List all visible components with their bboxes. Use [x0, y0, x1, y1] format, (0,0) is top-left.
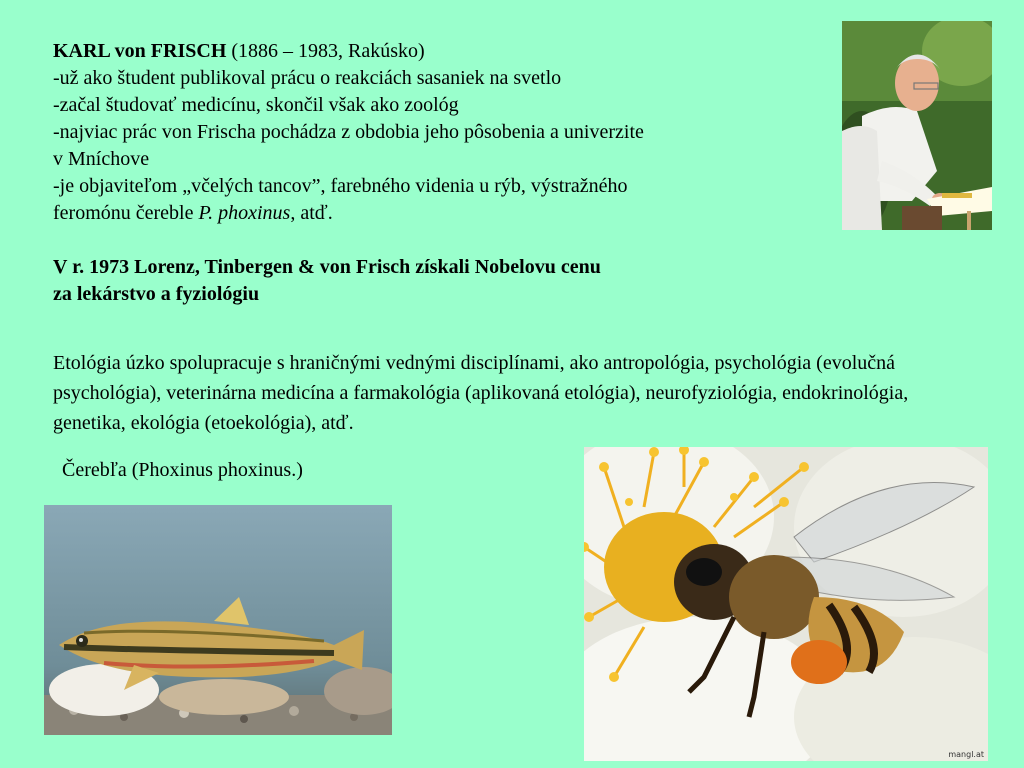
karl-von-frisch-photo [842, 21, 992, 230]
bio-line: v Mníchove [53, 148, 150, 170]
frisch-heading [53, 38, 813, 65]
bio-line: -je objaviteľom „včelých tancov”, farebného videnia u rýb, výstražného [53, 175, 628, 197]
honeybee-photo [584, 447, 988, 761]
bio-line [53, 200, 813, 227]
nobel-line: V r. 1973 Lorenz, Tinbergen & von Frisch získali Nobelovu cenu [53, 256, 601, 278]
fish-caption: Čerebľa (Phoxinus phoxinus.) [62, 459, 303, 481]
bio-line-text: feromónu čereble [53, 202, 199, 224]
frisch-bio [53, 38, 813, 308]
bio-line: -začal študovať medicínu, skončil však ako zoológ [53, 94, 459, 116]
bio-line: -najviac prác von Frischa pochádza z obdobia jeho pôsobenia a univerzite [53, 121, 644, 143]
species-name: P. phoxinus [198, 202, 291, 224]
ethology-paragraph: Etológia úzko spolupracuje s hraničnými vednými disciplínami, ako antropológia, psychológia (evolučná psychológia), veterinárna medicína a farmakológia (aplikovaná etológia), neurofyziológia, endokrinológia, genetika, ekológia (etoekológia), atď. [53, 352, 909, 434]
frisch-name: KARL von FRISCH [53, 40, 227, 62]
bio-line: -už ako študent publikoval prácu o reakciách sasaniek na svetlo [53, 67, 562, 89]
photo-credit: mangl.at [948, 750, 984, 759]
minnow-fish-photo [44, 505, 392, 735]
frisch-dates: (1886 – 1983, Rakúsko) [226, 40, 425, 62]
nobel-line: za lekárstvo a fyziológiu [53, 283, 260, 305]
bio-line-text: , atď. [290, 202, 333, 224]
